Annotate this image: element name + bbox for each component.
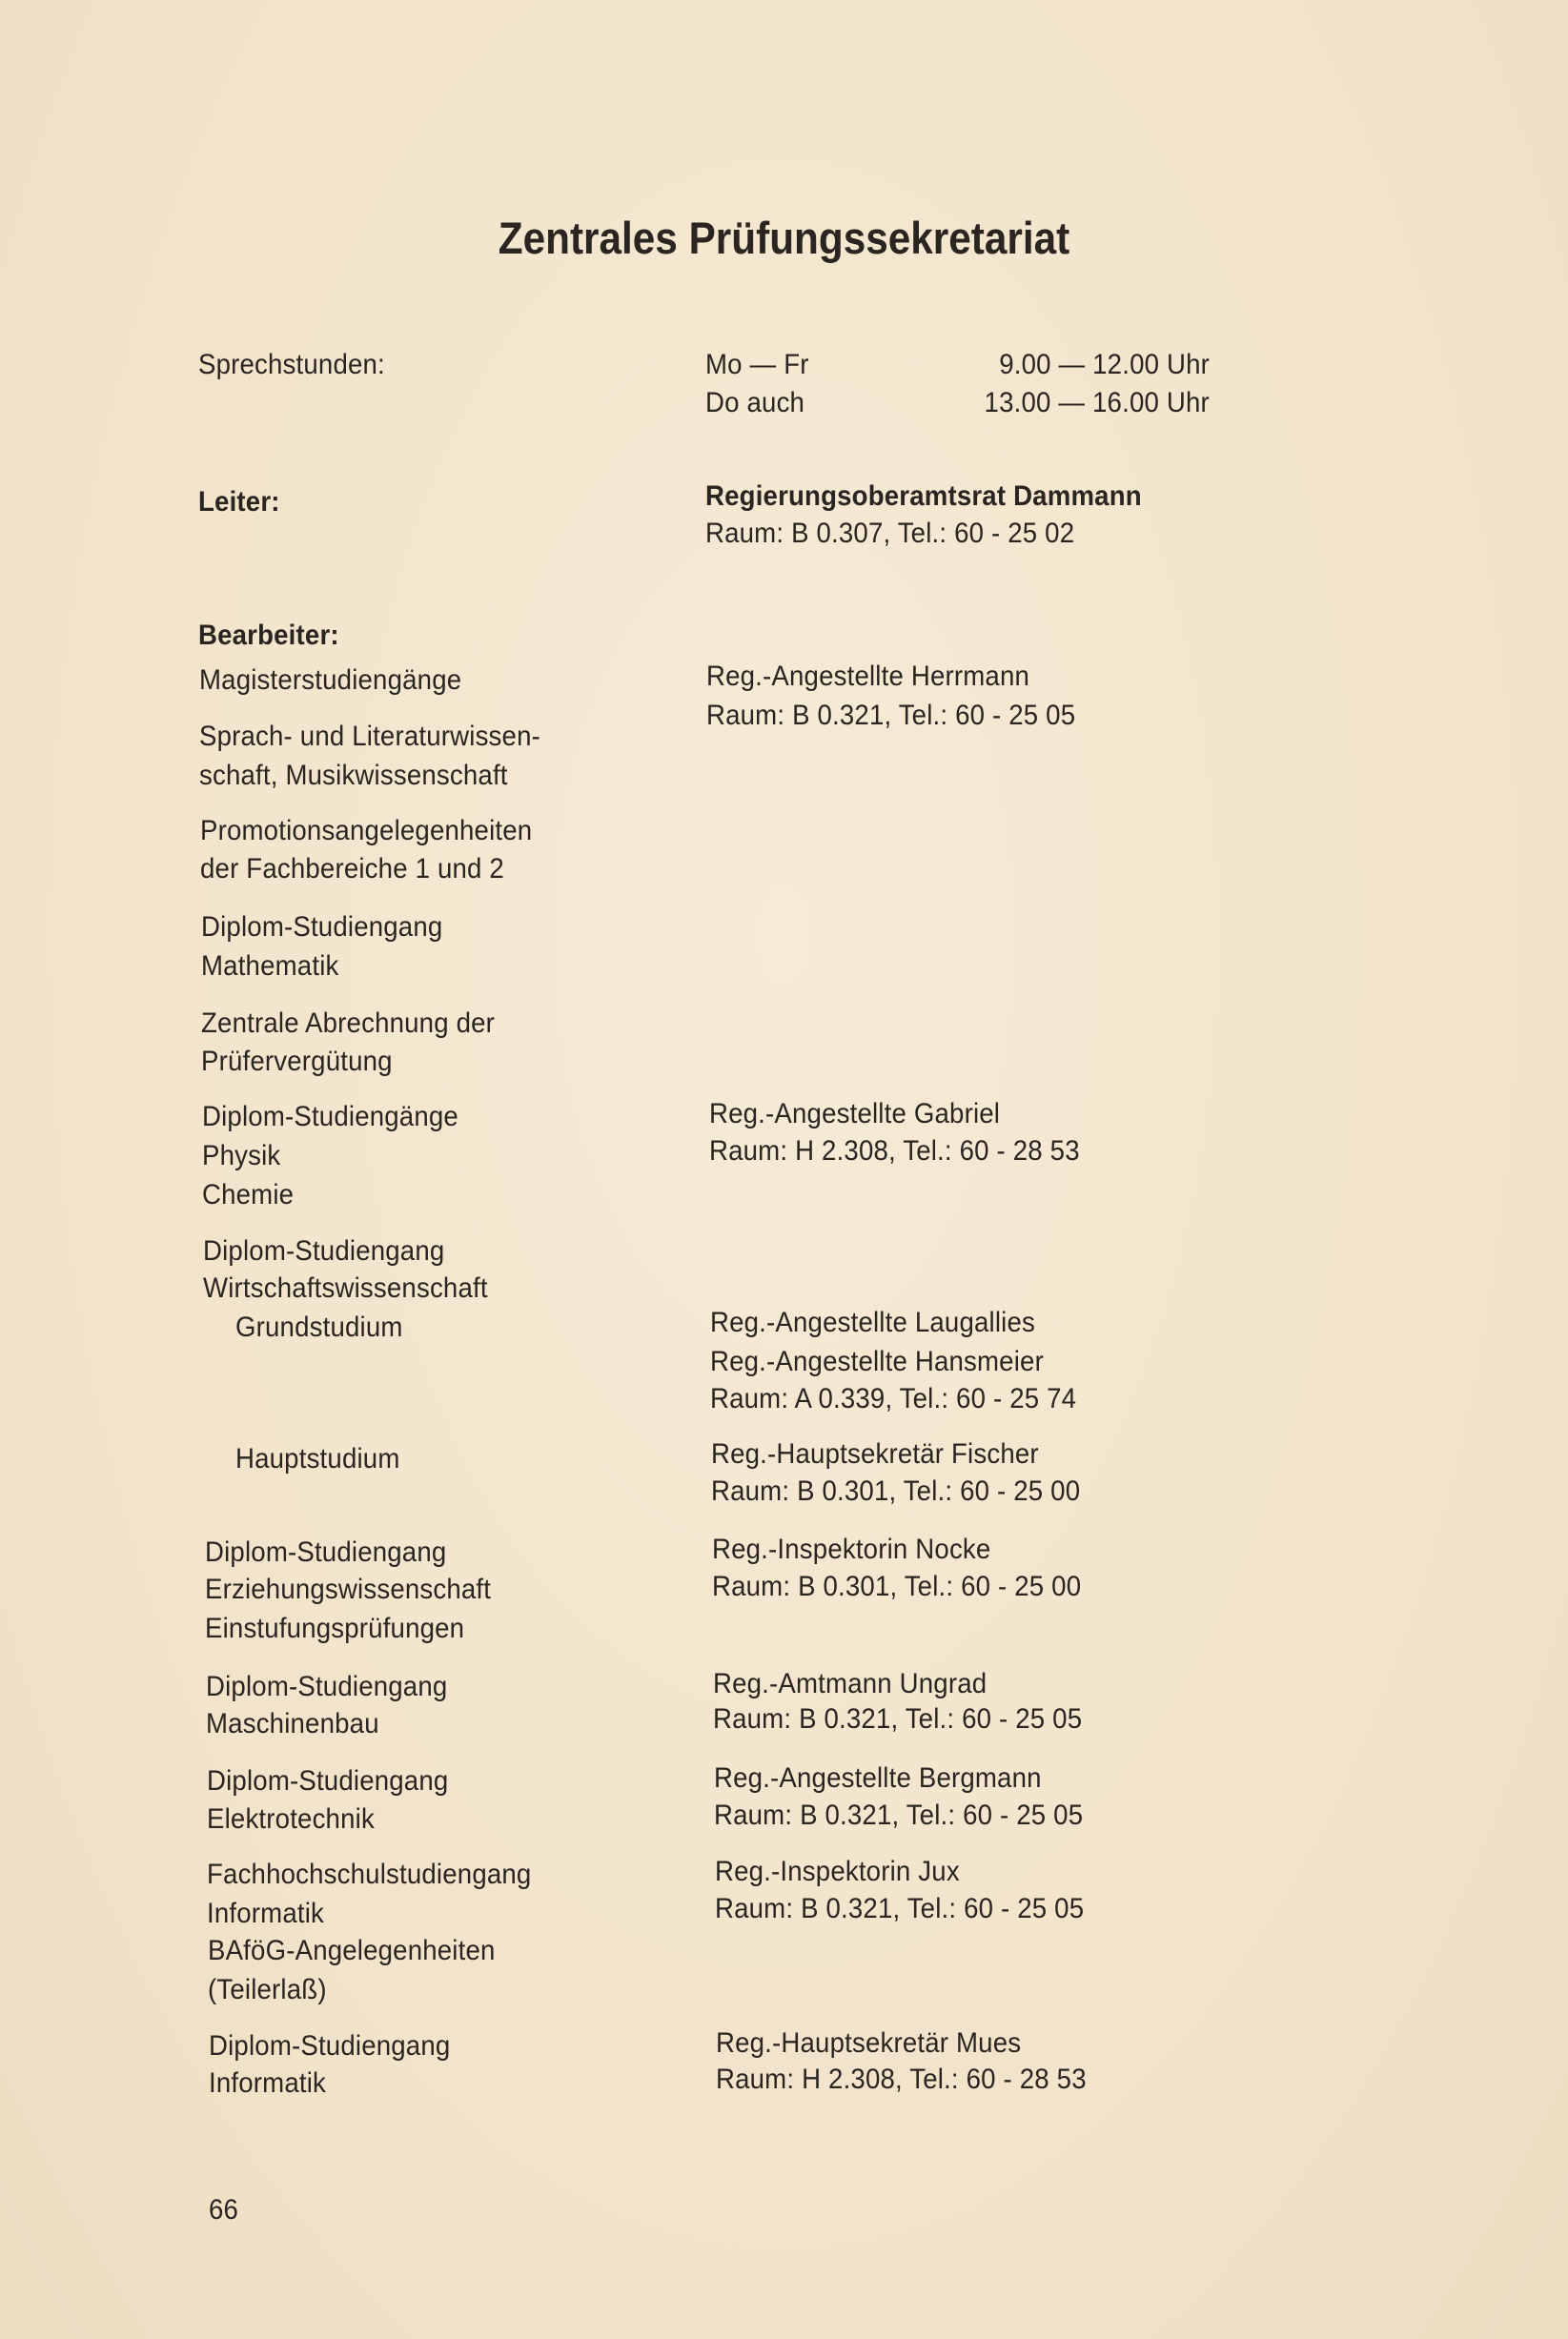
contact-line: Reg.-Angestellte Laugallies: [710, 1307, 1035, 1338]
subject-line: Maschinenbau: [206, 1708, 379, 1739]
contact-line: Raum: B 0.301, Tel.: 60 - 25 00: [711, 1475, 1081, 1507]
subject-line: Informatik: [207, 1898, 325, 1929]
subject-line: Chemie: [202, 1179, 295, 1210]
subject-line: Grundstudium: [235, 1312, 403, 1343]
subject-line: Diplom-Studiengang: [203, 1235, 445, 1267]
contact-line: Reg.-Inspektorin Nocke: [712, 1534, 991, 1565]
page-title: Zentrales Prüfungssekretariat: [498, 213, 1070, 263]
contact-line: Reg.-Angestellte Herrmann: [706, 661, 1030, 692]
subject-line: Wirtschaftswissenschaft: [203, 1272, 488, 1304]
subject-line: Prüfervergütung: [201, 1046, 393, 1077]
subject-line: Promotionsangelegenheiten: [200, 815, 533, 846]
contact-line: Raum: B 0.321, Tel.: 60 - 25 05: [715, 1893, 1085, 1924]
leiter-name: Regierungsoberamtsrat Dammann: [705, 480, 1142, 512]
contact-line: Reg.-Hauptsekretär Mues: [716, 2027, 1022, 2059]
contact-line: Reg.-Hauptsekretär Fischer: [711, 1438, 1039, 1470]
subject-line: Diplom-Studiengänge: [202, 1101, 458, 1132]
contact-line: Raum: B 0.321, Tel.: 60 - 25 05: [706, 700, 1076, 731]
subject-line: Einstufungsprüfungen: [205, 1613, 465, 1644]
leiter-label: Leiter:: [198, 486, 280, 518]
page-number: 66: [209, 2194, 239, 2226]
subject-line: Physik: [202, 1140, 281, 1171]
subject-line: Sprach- und Literaturwissen-: [199, 721, 540, 752]
contact-line: Reg.-Angestellte Hansmeier: [710, 1346, 1044, 1377]
subject-line: BAföG-Angelegenheiten: [208, 1935, 496, 1966]
bearbeiter-label: Bearbeiter:: [198, 620, 339, 651]
office-hours-time: 9.00 — 12.00 Uhr: [999, 349, 1210, 380]
contact-line: Raum: B 0.301, Tel.: 60 - 25 00: [712, 1571, 1082, 1602]
subject-line: Diplom-Studiengang: [209, 2030, 451, 2062]
subject-line: (Teilerlaß): [208, 1974, 327, 2005]
subject-line: Hauptstudium: [235, 1443, 400, 1475]
subject-line: Fachhochschulstudiengang: [207, 1859, 532, 1890]
subject-line: Elektrotechnik: [207, 1803, 375, 1835]
subject-line: Informatik: [209, 2067, 327, 2099]
contact-line: Raum: H 2.308, Tel.: 60 - 28 53: [716, 2064, 1087, 2095]
subject-line: Magisterstudiengänge: [199, 664, 462, 696]
subject-line: Mathematik: [201, 950, 339, 982]
office-hours-days: Mo — Fr: [705, 349, 809, 380]
contact-line: Raum: B 0.321, Tel.: 60 - 25 05: [714, 1800, 1084, 1831]
contact-line: Reg.-Angestellte Bergmann: [714, 1762, 1042, 1794]
subject-line: Zentrale Abrechnung der: [201, 1007, 496, 1039]
contact-line: Reg.-Angestellte Gabriel: [709, 1098, 1001, 1129]
contact-line: Raum: B 0.321, Tel.: 60 - 25 05: [713, 1703, 1083, 1735]
contact-line: Reg.-Amtmann Ungrad: [713, 1668, 988, 1699]
office-hours-time: 13.00 — 16.00 Uhr: [984, 387, 1210, 418]
subject-line: der Fachbereiche 1 und 2: [200, 853, 504, 885]
subject-line: schaft, Musikwissenschaft: [199, 760, 508, 791]
subject-line: Diplom-Studiengang: [207, 1765, 449, 1797]
contact-line: Raum: A 0.339, Tel.: 60 - 25 74: [710, 1383, 1077, 1414]
office-hours-label: Sprechstunden:: [198, 349, 385, 380]
subject-line: Diplom-Studiengang: [205, 1536, 447, 1568]
subject-line: Diplom-Studiengang: [201, 911, 443, 943]
leiter-contact: Raum: B 0.307, Tel.: 60 - 25 02: [705, 518, 1075, 549]
contact-line: Raum: H 2.308, Tel.: 60 - 28 53: [709, 1135, 1080, 1167]
office-hours-days: Do auch: [705, 387, 805, 418]
subject-line: Diplom-Studiengang: [206, 1671, 448, 1702]
subject-line: Erziehungswissenschaft: [205, 1574, 492, 1605]
contact-line: Reg.-Inspektorin Jux: [715, 1856, 960, 1887]
